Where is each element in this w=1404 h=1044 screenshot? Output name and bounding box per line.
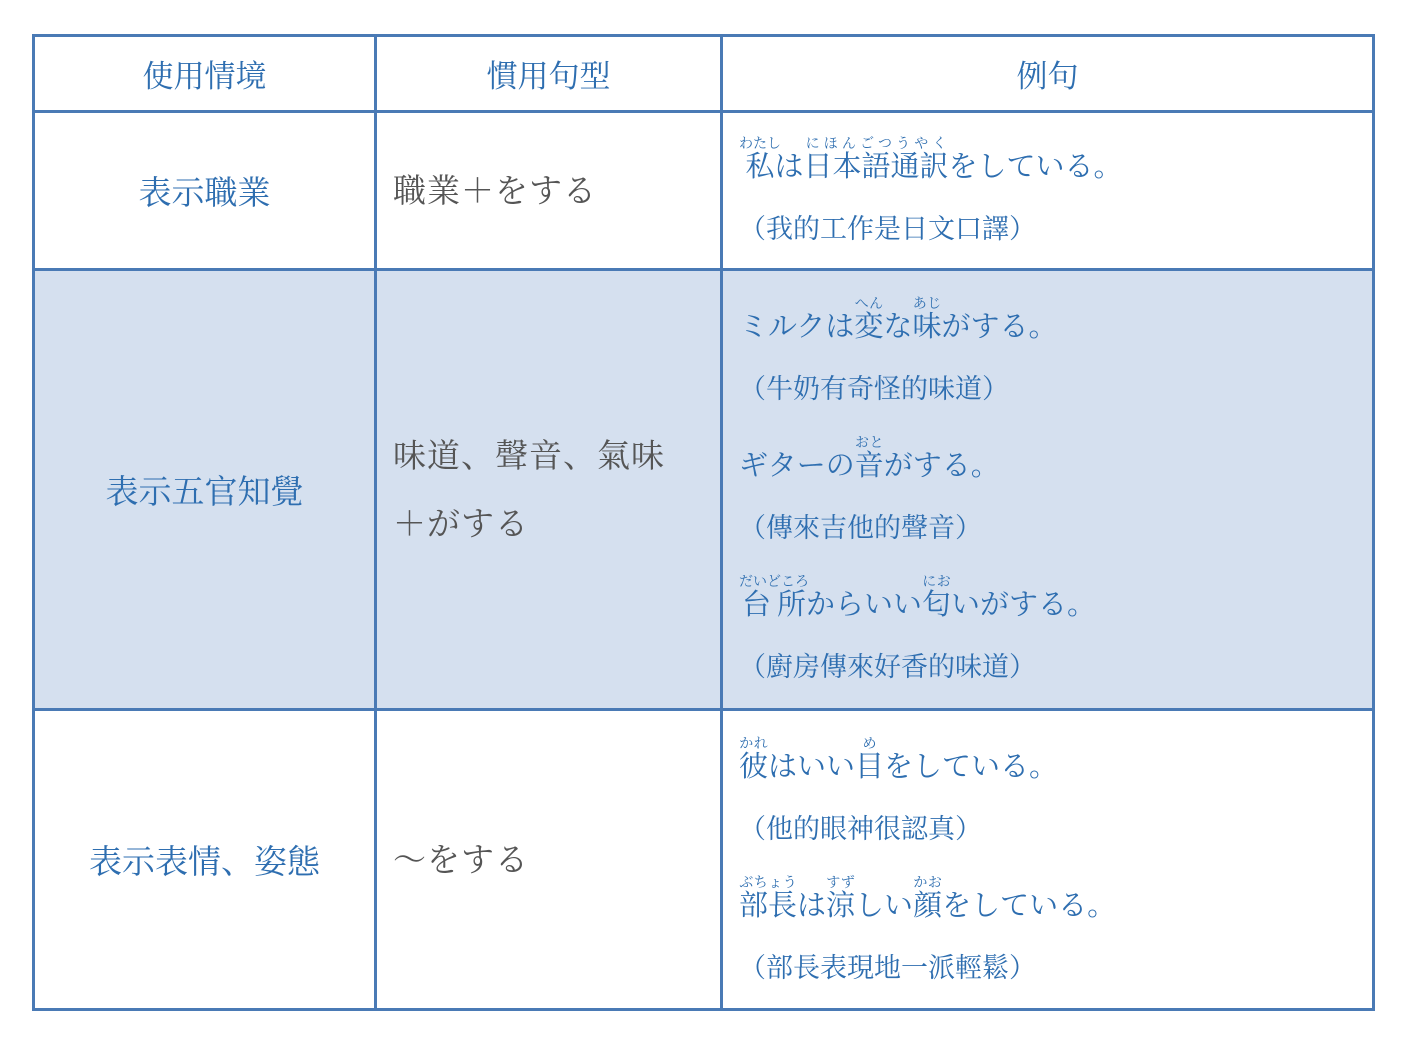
example-cell xyxy=(722,270,1374,710)
sentence-text: ギターの xyxy=(739,448,855,482)
sentence-text: いがする。 xyxy=(951,587,1097,621)
kanji-text: 彼 xyxy=(739,748,769,783)
chinese-translation: （我的工作是日文口譯） xyxy=(739,214,1036,245)
furigana-word xyxy=(854,435,884,482)
kanji-text: 匂 xyxy=(922,587,952,621)
grammar-table xyxy=(32,34,1375,1011)
header-example: 例句 xyxy=(722,36,1374,112)
furigana-word xyxy=(739,136,781,183)
example-cell xyxy=(722,112,1374,270)
sentence-text: ミルクは xyxy=(739,309,855,343)
kanji-text: 部長 xyxy=(739,887,798,922)
example-sentence-group xyxy=(739,736,1362,845)
chinese-translation: （他的眼神很認真） xyxy=(739,813,982,845)
furigana-word xyxy=(803,136,949,183)
sentence-text: はいい xyxy=(768,748,856,783)
kanji-text: 味 xyxy=(912,309,942,343)
usage-label: 表示職業 xyxy=(138,173,271,212)
furigana-reading: おと xyxy=(854,435,884,451)
furigana-reading: だいどころ xyxy=(739,574,809,590)
japanese-sentence xyxy=(739,435,1362,480)
kanji-text: 涼 xyxy=(826,887,856,922)
furigana-word xyxy=(855,735,885,783)
usage-cell xyxy=(34,270,376,710)
sentence-text: な xyxy=(883,309,913,343)
example-cell xyxy=(722,710,1374,1010)
pattern-cell xyxy=(376,710,722,1010)
furigana-word xyxy=(826,874,856,922)
example-sentence-group xyxy=(739,136,1362,245)
furigana-reading: かお xyxy=(913,874,943,891)
japanese-sentence xyxy=(739,875,1362,920)
furigana-reading: にお xyxy=(922,574,952,590)
furigana-reading: あじ xyxy=(912,296,942,312)
usage-cell xyxy=(34,112,376,270)
table-row xyxy=(34,710,1374,1010)
pattern-cell xyxy=(376,270,722,710)
table-row xyxy=(34,270,1374,710)
sentence-text: しい xyxy=(855,887,914,922)
furigana-word xyxy=(912,296,942,343)
pattern-cell xyxy=(376,112,722,270)
kanji-text: 台所 xyxy=(739,587,809,621)
chinese-translation: （傳來吉他的聲音） xyxy=(739,513,982,544)
kanji-text: 顔 xyxy=(913,887,943,922)
furigana-word xyxy=(854,296,884,343)
japanese-sentence xyxy=(739,574,1362,619)
kanji-text: 目 xyxy=(855,748,885,783)
pattern-line: 味道、聲音、氣味 xyxy=(393,435,665,475)
japanese-sentence xyxy=(739,736,1362,781)
sentence-text: をしている。 xyxy=(948,149,1123,183)
example-sentence-group xyxy=(739,435,1362,544)
sentence-text: からいい xyxy=(806,587,923,621)
table-row xyxy=(34,112,1374,270)
header-usage: 使用情境 xyxy=(34,36,376,112)
usage-label: 表示五官知覺 xyxy=(105,472,304,511)
example-sentence-group xyxy=(739,875,1362,984)
pattern-line: 職業＋をする xyxy=(393,170,597,210)
example-sentence-group xyxy=(739,574,1362,683)
furigana-reading: め xyxy=(855,735,885,752)
kanji-text: 変 xyxy=(854,309,884,343)
furigana-reading: かれ xyxy=(739,735,769,752)
furigana-reading: わたし xyxy=(739,136,781,152)
furigana-word xyxy=(739,874,798,922)
kanji-text: 日本語通訳 xyxy=(803,149,949,183)
sentence-text: がする。 xyxy=(941,309,1058,343)
sentence-text: は xyxy=(797,887,827,922)
pattern-line: ＋がする xyxy=(393,503,529,543)
furigana-reading: ぶちょう xyxy=(739,874,798,891)
furigana-reading: すず xyxy=(826,874,856,891)
furigana-reading: にほんごつうやく xyxy=(803,136,949,152)
chinese-translation: （部長表現地一派輕鬆） xyxy=(739,952,1036,984)
example-sentence-group xyxy=(739,296,1362,405)
sentence-text: をしている。 xyxy=(884,748,1059,783)
chinese-translation: （牛奶有奇怪的味道） xyxy=(739,374,1009,405)
furigana-word xyxy=(922,574,952,621)
furigana-reading: へん xyxy=(854,296,884,312)
furigana-word xyxy=(739,735,769,783)
sentence-text: がする。 xyxy=(883,448,1000,482)
furigana-word xyxy=(913,874,943,922)
pattern-line: ～をする xyxy=(393,839,529,879)
header-pattern: 慣用句型 xyxy=(376,36,722,112)
header-row xyxy=(34,36,1374,112)
chinese-translation: （廚房傳來好香的味道） xyxy=(739,652,1036,683)
usage-cell xyxy=(34,710,376,1010)
sentence-text: は xyxy=(774,149,804,183)
japanese-sentence xyxy=(739,296,1362,341)
sentence-text: をしている。 xyxy=(942,887,1117,922)
japanese-sentence xyxy=(739,136,1362,181)
furigana-word xyxy=(739,574,809,621)
kanji-text: 音 xyxy=(854,448,884,482)
usage-label: 表示表情、姿態 xyxy=(89,842,320,881)
kanji-text: 私 xyxy=(739,149,781,183)
